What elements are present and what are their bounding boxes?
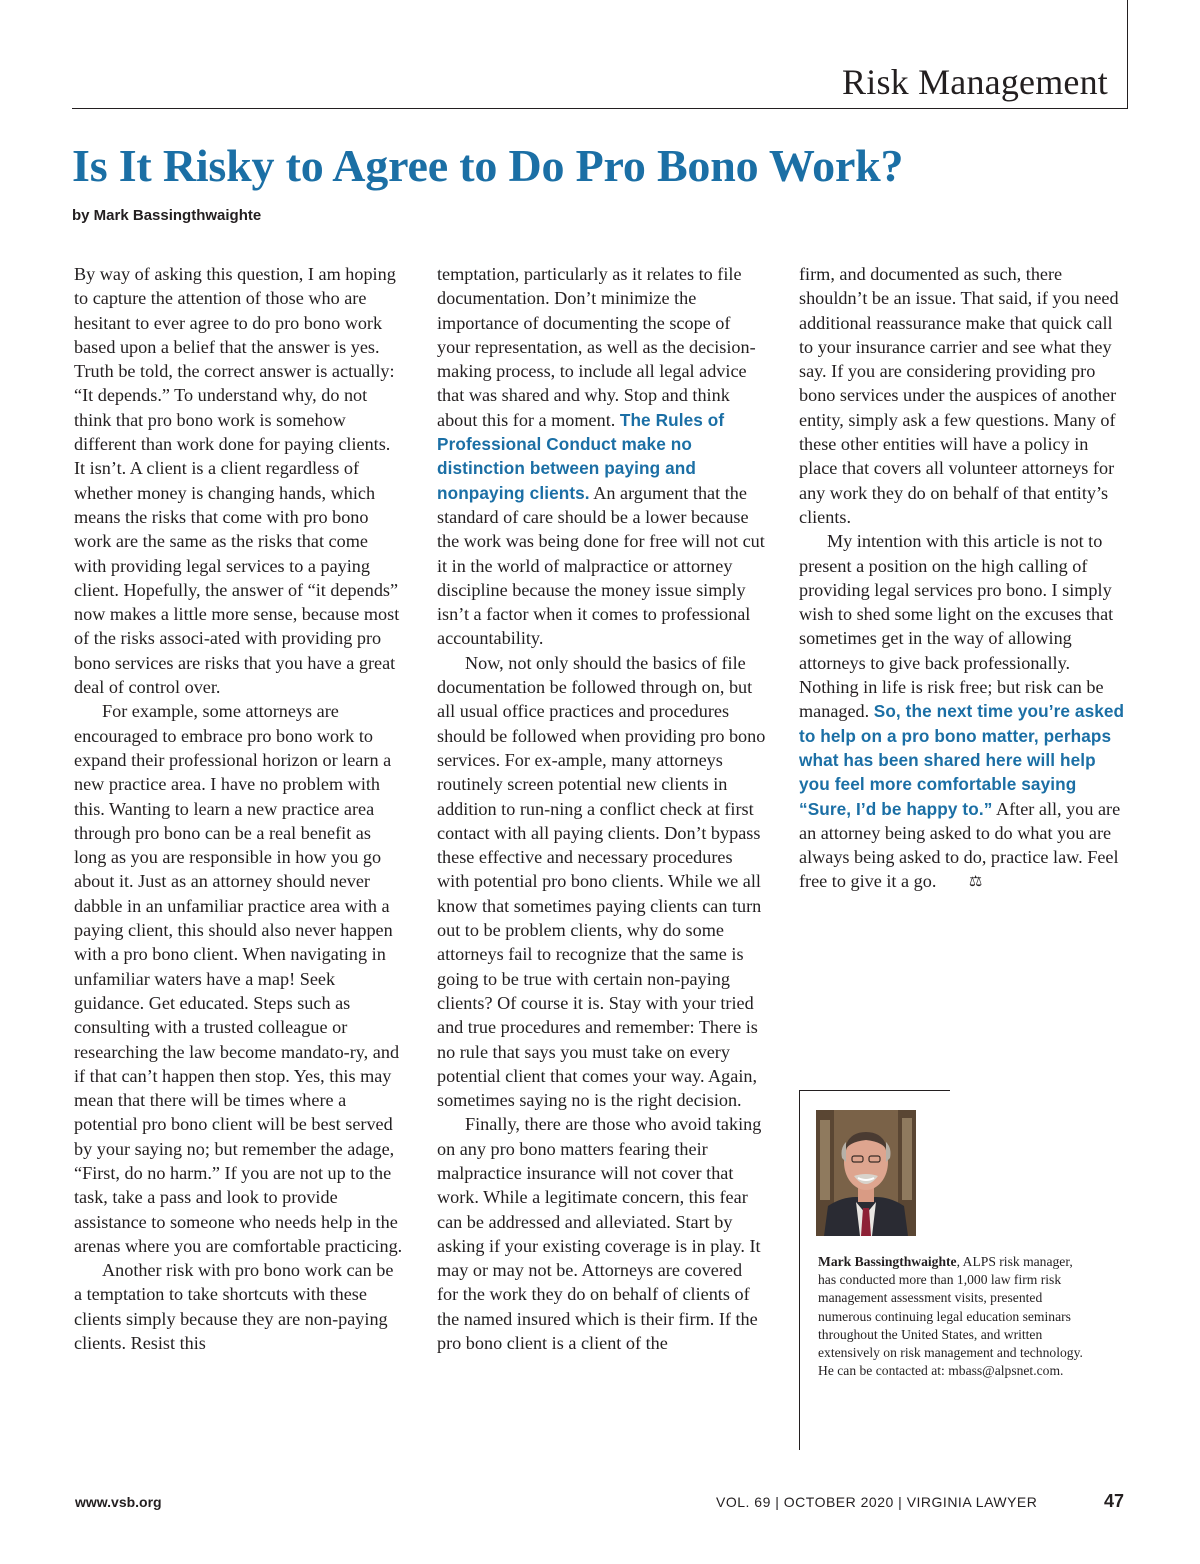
section-title: Risk Management	[842, 62, 1108, 102]
author-bio	[818, 1253, 1088, 1380]
bio-box-top-rule	[799, 1090, 950, 1091]
page-number: 47	[1104, 1491, 1125, 1511]
paragraph-text: temptation, particularly as it relates to file documentation. Don’t minimize the importance of documenting the scope of your representation, as well as the decision-making process, to include all legal advice that was shared and why. Stop and think about this for a moment.	[437, 264, 756, 430]
scales-of-justice-icon: ⚖	[968, 874, 983, 891]
byline: by Mark Bassingthwaighte	[72, 207, 262, 224]
paragraph: For example, some attorneys are encouraged to embrace pro bono work to expand their professional horizon or learn a new practice area. I have no problem with this. Wanting to learn a new practice area through pro bono can be a real benefit as long as you are responsible in how you go about it. Just as an attorney should never dabble in an unfamiliar practice area with a paying client, this should also never happen with a pro bono client. When navigating in unfamiliar waters have a map! Seek guidance. Get educated. Steps such as consulting with a trusted colleague or researching the law become mandato-ry, and if that can’t happen then stop. Yes, this may mean that there will be times where a potential pro bono client will be best served by your saying no; but remember the adage, “First, do no harm.” If you are not up to the task, take a pass and look to provide assistance to someone who needs help in the arenas where you are comfortable practicing.	[74, 701, 403, 1256]
paragraph-text: An argument that the standard of care should be a lower because the work was being done for free will not cut it in the world of malpractice or attorney discipline because the money issue simply isn’t a factor when it comes to professional accountability.	[437, 482, 765, 649]
paragraph: By way of asking this question, I am hoping to capture the attention of those who are hesitant to ever agree to do pro bono work based upon a belief that the answer is yes. Truth be told, the correct answer is actually: “It depends.” To understand why, do not think that pro bono work is somehow different than work done for paying clients. It isn’t. A client is a client regardless of whether money is changing hands, which means the risks that come with pro bono work are the same as the risks that come with providing legal services to a paying client. Hopefully, the answer of “it depends” now makes a little more sense, because most of the risks associ-ated with providing pro bono services are risks that you have a great deal of control over.	[74, 264, 400, 698]
column-1	[74, 262, 404, 1355]
bio-box-left-rule	[799, 1090, 800, 1450]
author-bio-text: , ALPS risk manager, has conducted more than 1,000 law firm risk management assessment visits, presented numerous continuing legal education seminars throughout the United States, and written extensively on risk management and technology. He can be contacted at: mbass@alpsnet.com.	[818, 1254, 1083, 1379]
paragraph: firm, and documented as such, there shouldn’t be an issue. That said, if you need additional reassurance make that quick call to your insurance carrier and see what they say. If you are considering providing pro bono services under the auspices of another entity, simply ask a few questions. Many of these other entities will have a policy in place that covers all volunteer attorneys for any work they do on behalf of that entity’s clients.	[799, 264, 1119, 527]
pull-quote: The Rules of Professional Conduct make no distinction between paying and nonpaying clients.	[437, 409, 725, 503]
footer-issue: VOL. 69 | OCTOBER 2020 | VIRGINIA LAWYER	[716, 1494, 1038, 1510]
footer-website: www.vsb.org	[75, 1494, 162, 1510]
author-name: Mark Bassingthwaighte	[818, 1254, 957, 1269]
article-title: Is It Risky to Agree to Do Pro Bono Work?	[72, 140, 904, 191]
header-rule	[72, 108, 1128, 109]
paragraph: Finally, there are those who avoid taking on any pro bono matters fearing their malpractice insurance will not cover that work. While a legitimate concern, this fear can be addressed and alleviated. Start by asking if your existing coverage is in play. It may or may not be. Attorneys are covered for the work they do on behalf of clients of the named insured which is their firm. If the pro bono client is a client of the	[437, 1114, 762, 1354]
paragraph: Another risk with pro bono work can be a temptation to take shortcuts with these clients simply because they are non-paying clients. Resist this	[74, 1260, 394, 1354]
paragraph-text: After all, you are an attorney being asked to do what you are always being asked to do, practice law. Feel free to give it a go.	[799, 798, 1121, 892]
paragraph	[437, 262, 767, 651]
paragraph-text: My intention with this article is not to present a position on the high calling of providing legal services pro bono. I simply wish to shed some light on the excuses that sometimes get in the way of allowing attorneys to give back professionally. Nothing in life is risk free; but risk can be managed.	[799, 531, 1114, 722]
column-3	[799, 262, 1129, 895]
paragraph: Now, not only should the basics of file documentation be followed through on, but all usual office practices and procedures should be followed when providing pro bono services. For ex-ample, many attorneys routinely screen potential new clients in addition to run-ning a conflict check at first contact with all paying clients. Don’t bypass these effective and necessary procedures with potential pro bono clients. While we all know that sometimes paying clients can turn out to be problem clients, why do some attorneys fail to recognize that the same is going to be true with certain non-paying clients? Of course it is. Stay with your tried and true procedures and remember: There is no rule that says you must take on every potential client that comes your way. Again, sometimes saying no is the right decision.	[437, 652, 766, 1111]
pull-quote: So, the next time you’re asked to help on a pro bono matter, perhaps what has been shared here will help you feel more comfortable saying “Sure, I’d be happy to.”	[799, 701, 1125, 819]
header-vertical-rule	[1127, 0, 1128, 109]
author-photo	[816, 1110, 916, 1236]
column-2	[437, 262, 767, 1355]
paragraph	[799, 529, 1129, 894]
